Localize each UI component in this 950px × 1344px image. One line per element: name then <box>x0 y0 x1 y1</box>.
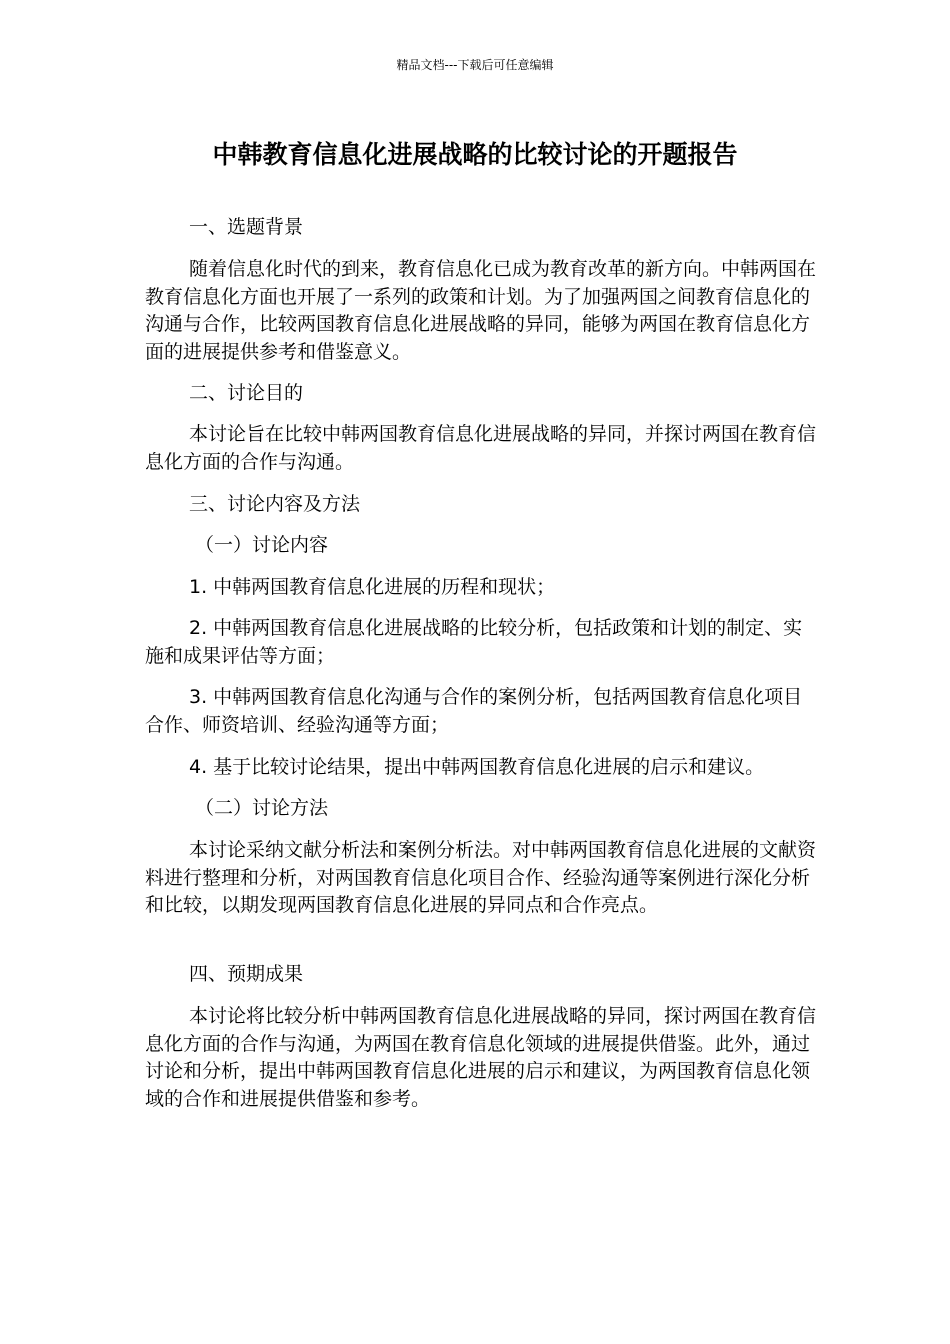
content-list-item-2: 2. 中韩两国教育信息化进展战略的比较分析，包括政策和计划的制定、实施和成果评估等方面； <box>145 617 803 667</box>
section-2-paragraph: 本讨论旨在比较中韩两国教育信息化进展战略的异同，并探讨两国在教育信息化方面的合作与沟通。 <box>145 423 817 473</box>
content-list-item-4: 4. 基于比较讨论结果，提出中韩两国教育信息化进展的启示和建议。 <box>189 756 765 778</box>
document-title: 中韩教育信息化进展战略的比较讨论的开题报告 <box>212 140 738 169</box>
section-3-subheading-method: （二）讨论方法 <box>195 797 329 819</box>
section-1-paragraph: 随着信息化时代的到来，教育信息化已成为教育改革的新方向。中韩两国在教育信息化方面也开展了一系列的政策和计划。为了加强两国之间教育信息化的沟通与合作，比较两国教育信息化进展战略的异同，能够为两国在教育信息化方面的进展提供参考和借鉴意义。 <box>145 258 817 363</box>
page-header-note: 精品文档---下载后可任意编辑 <box>396 58 554 72</box>
content-list-item-1: 1. 中韩两国教育信息化进展的历程和现状； <box>189 576 556 598</box>
method-paragraph: 本讨论采纳文献分析法和案例分析法。对中韩两国教育信息化进展的文献资料进行整理和分析，对两国教育信息化项目合作、经验沟通等案例进行深化分析和比较，以期发现两国教育信息化进展的异同点和合作亮点。 <box>145 839 817 916</box>
section-4-heading: 四、预期成果 <box>189 963 304 985</box>
section-1-heading: 一、选题背景 <box>189 216 304 238</box>
content-list-item-3: 3. 中韩两国教育信息化沟通与合作的案例分析，包括两国教育信息化项目合作、师资培训、经验沟通等方面； <box>145 686 803 736</box>
section-4-paragraph: 本讨论将比较分析中韩两国教育信息化进展战略的异同，探讨两国在教育信息化方面的合作与沟通，为两国在教育信息化领域的进展提供借鉴。此外，通过讨论和分析，提出中韩两国教育信息化进展的启示和建议，为两国教育信息化领域的合作和进展提供借鉴和参考。 <box>145 1005 817 1110</box>
section-3-subheading-content: （一）讨论内容 <box>195 534 329 556</box>
section-3-heading: 三、讨论内容及方法 <box>189 493 361 515</box>
section-2-heading: 二、讨论目的 <box>189 382 304 404</box>
